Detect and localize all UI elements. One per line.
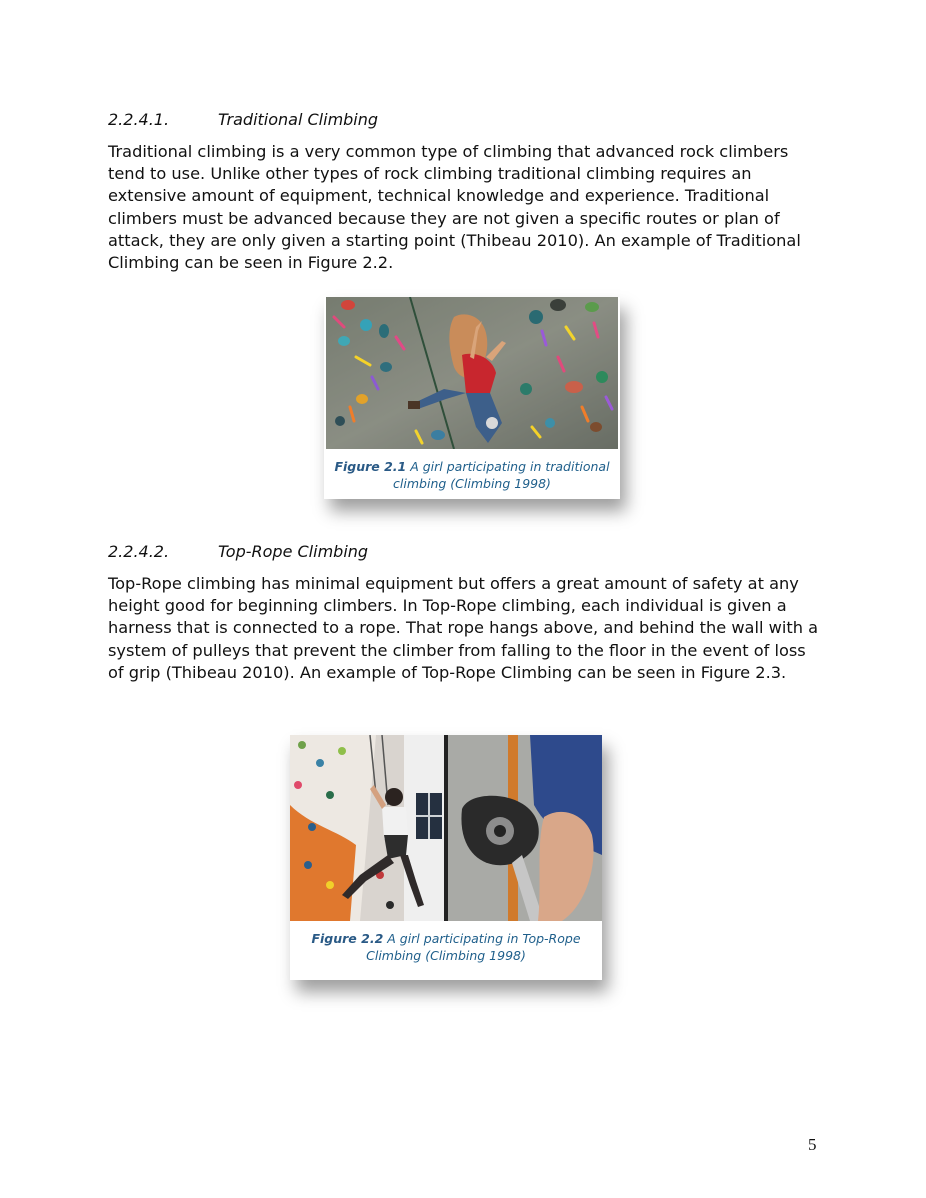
section-title: Top-Rope Climbing: [218, 542, 369, 561]
figure-label: Figure 2.1: [334, 459, 407, 474]
figure-top-rope: [290, 735, 602, 980]
section-number: 2.2.4.1.: [108, 110, 170, 129]
top-rope-paragraph: Top-Rope climbing has minimal equipment but offers a great amount of safety at any height good for beginning climbers. In Top-Rope climbing, each individual is given a harness that is connected to a rope. That rope hangs above, and behind the wall with a system of pulleys that prevent the climber from falling to the floor in the event of loss of grip (Thibeau 2010). An example of Top-Rope Climbing can be seen in Figure 2.3.: [108, 574, 819, 682]
section-title: Traditional Climbing: [218, 110, 379, 129]
figure-caption: [290, 921, 602, 964]
traditional-climbing-photo: [326, 297, 618, 449]
figure-label: Figure 2.2: [311, 931, 384, 946]
figure-caption-text: A girl participating in Top-Rope Climbing (Climbing 1998): [366, 931, 581, 963]
page-number: 5: [808, 1135, 817, 1154]
top-rope-climbing-photo: [290, 735, 602, 921]
figure-caption-text: A girl participating in traditional climbing (Climbing 1998): [393, 459, 610, 491]
section-number: 2.2.4.2.: [108, 542, 170, 561]
figure-caption: [324, 449, 620, 492]
traditional-paragraph: Traditional climbing is a very common type of climbing that advanced rock climbers tend to use. Unlike other types of rock climbing traditional climbing requires an extensive amount of equipment, technical knowledge and experience. Traditional climbers must be advanced because they are not given a specific routes or plan of attack, they are only given a starting point (Thibeau 2010). An example of Traditional Climbing can be seen in Figure 2.2.: [108, 142, 801, 273]
figure-traditional: [324, 297, 620, 499]
